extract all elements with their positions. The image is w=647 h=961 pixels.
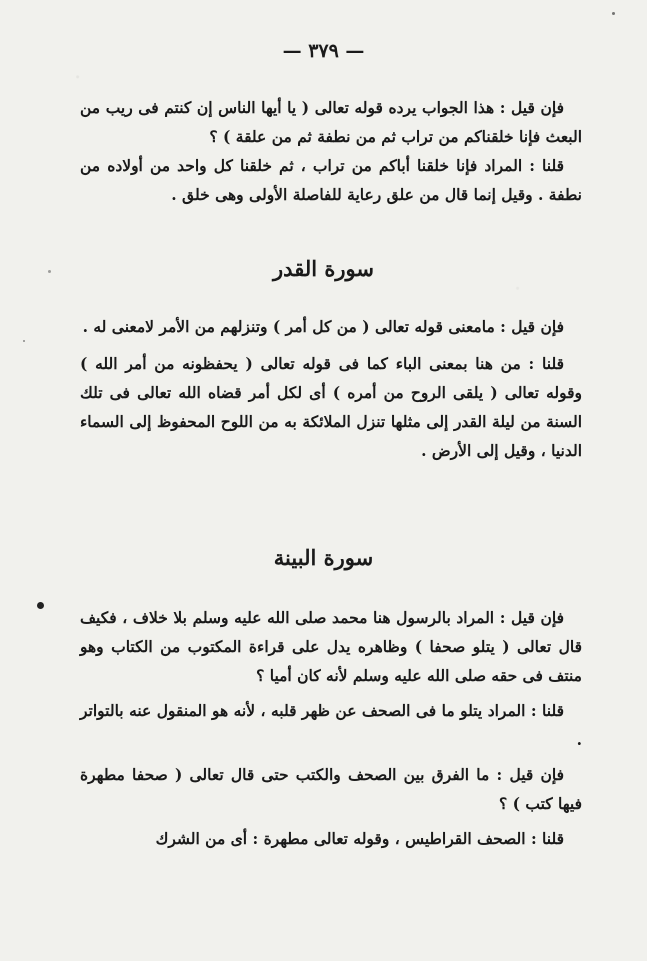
paragraph: فإن قيل : المراد بالرسول هنا محمد صلى الله عليه وسلم بلا خلاف ، فكيف قال تعالى ( يتلو صحفا ) وظاهره يدل على قراءة المكتوب من الكتاب وهو منتف فى حقه صلى الله عليه وسلم لأنه كان أميا ؟ [80,608,582,685]
paragraph: قلنا : من هنا بمعنى الباء كما فى قوله تعالى ( يحفظونه من أمر الله ) وقوله تعالى ( يلقى الروح من أمره ) أى لكل أمر قضاه الله تعالى فى تلك السنة من ليلة القدر إلى مثلها تنزل الملائكة به من اللوح المحفوظ إلى السماء الدنيا ، وقيل إلى الأرض . [80,354,582,460]
paragraph: فإن قيل : ما الفرق بين الصحف والكتب حتى قال تعالى ( صحفا مطهرة فيها كتب ) ؟ [80,765,582,813]
section-al-bayyina [80,603,582,853]
paragraph: قلنا : الصحف القراطيس ، وقوله تعالى مطهرة : أى من الشرك [155,829,564,848]
paragraph: فإن قيل : مامعنى قوله تعالى ( من كل أمر ) وتنزلهم من الأمر لامعنى له . [82,317,564,336]
paragraph: قلنا : المراد يتلو ما فى الصحف عن ظهر قلبه ، لأنه هو المنقول عنه بالتواتر . [80,701,582,749]
heading-surat-al-bayyina: سورة البينة [273,545,374,570]
ink-speck [612,12,615,15]
paragraph: فإن قيل : هذا الجواب يرده قوله تعالى ( يا أيها الناس إن كنتم فى ريب من البعث فإنا خلقناكم من تراب ثم من نطفة ثم من علقة ) ؟ [80,98,582,146]
heading-surat-al-qadr: سورة القدر [273,256,374,281]
page-number: — ٣٧٩ — [282,40,365,62]
paragraph: قلنا : المراد فإنا خلقنا أباكم من تراب ، ثم خلقنا كل واحد من أولاده من نطفة . وقيل إنما قال من علق رعاية للفاصلة الأولى وهى خلق . [80,156,582,204]
section-opening [80,93,582,209]
ink-speck [23,340,25,342]
ink-speck [48,270,51,273]
ink-speck [37,602,44,609]
section-al-qadr [80,312,582,465]
